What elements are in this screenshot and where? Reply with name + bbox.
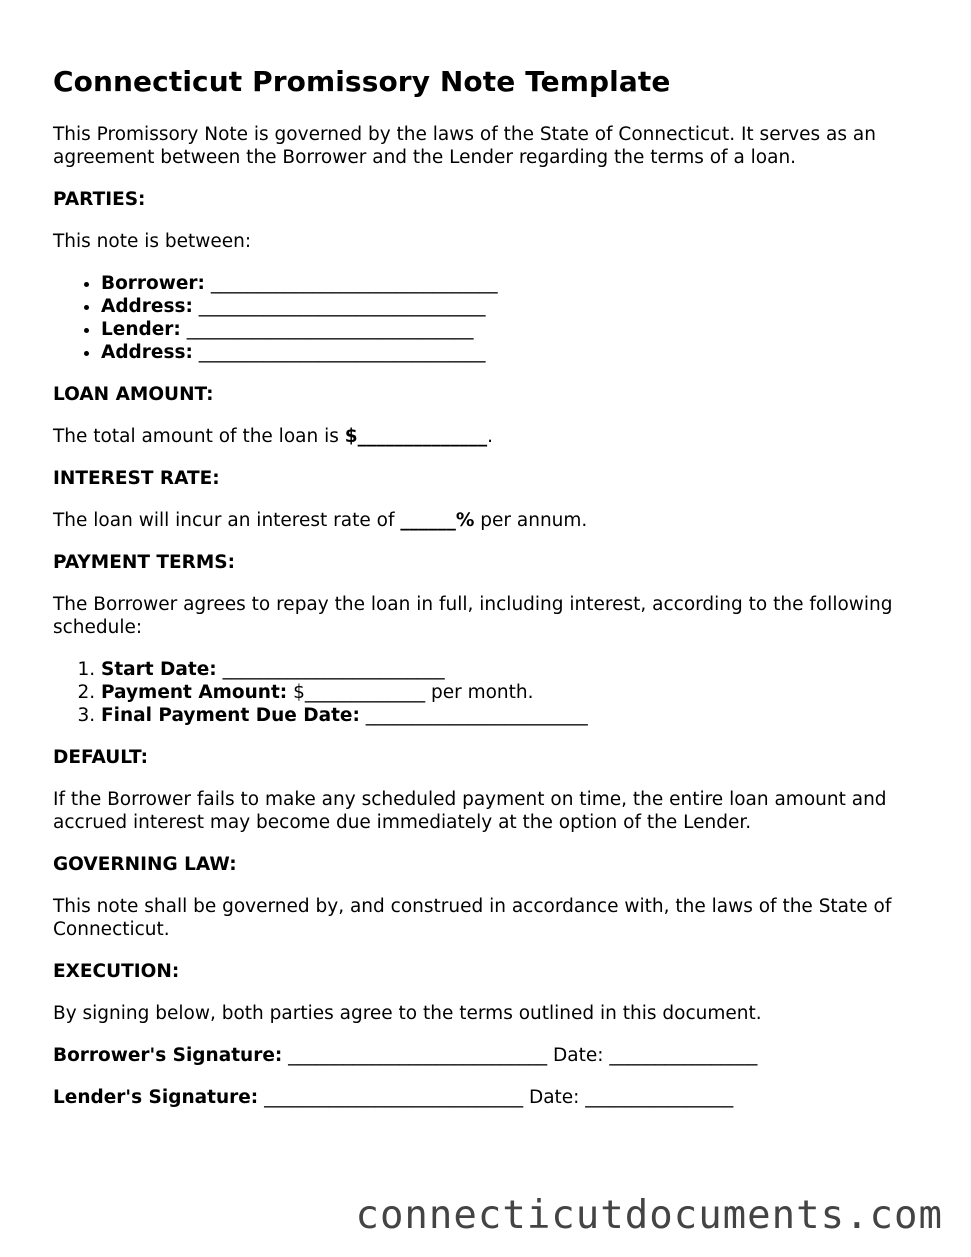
party-label: Borrower: xyxy=(101,273,205,294)
party-label: Lender: xyxy=(101,319,181,340)
borrower-signature-line xyxy=(53,1044,933,1067)
term-rest: ________________________ xyxy=(216,659,445,680)
list-item xyxy=(101,704,933,727)
loan-amount-prefix: The total amount of the loan is xyxy=(53,426,345,447)
parties-text: This note is between: xyxy=(53,231,252,252)
party-blank: _______________________________ xyxy=(192,342,486,363)
term-rest: ________________________ xyxy=(359,705,588,726)
borrower-signature-blank: ____________________________ Date: ________________ xyxy=(282,1045,758,1066)
loan-amount-suffix: . xyxy=(487,426,494,447)
governing-law-text: This note shall be governed by, and construed in accordance with, the laws of the State of Connecticut. xyxy=(53,896,892,940)
term-label: Start Date: xyxy=(101,659,217,680)
list-item xyxy=(101,681,933,704)
borrower-signature-label: Borrower's Signature: xyxy=(53,1045,283,1066)
document-page xyxy=(53,62,933,1109)
party-blank: _______________________________ xyxy=(192,296,486,317)
parties-list xyxy=(53,272,933,364)
loan-amount-heading: LOAN AMOUNT: xyxy=(53,384,214,405)
lender-signature-blank: ____________________________ Date: ________________ xyxy=(258,1087,734,1108)
governing-law-heading: GOVERNING LAW: xyxy=(53,854,237,875)
list-item xyxy=(101,295,933,318)
watermark: connecticutdocuments.com xyxy=(355,1193,943,1238)
list-item xyxy=(101,318,933,341)
interest-rate-value: ______% xyxy=(400,510,475,531)
party-blank: _______________________________ xyxy=(204,273,498,294)
payment-terms-heading: PAYMENT TERMS: xyxy=(53,552,236,573)
list-item xyxy=(101,658,933,681)
execution-text: By signing below, both parties agree to the terms outlined in this document. xyxy=(53,1003,762,1024)
lender-signature-label: Lender's Signature: xyxy=(53,1087,259,1108)
term-label: Final Payment Due Date: xyxy=(101,705,360,726)
loan-amount-text xyxy=(53,425,933,448)
interest-rate-text xyxy=(53,509,933,532)
party-label: Address: xyxy=(101,296,193,317)
default-heading: DEFAULT: xyxy=(53,747,149,768)
interest-rate-suffix: per annum. xyxy=(474,510,588,531)
lender-signature-line xyxy=(53,1086,933,1109)
payment-terms-text: The Borrower agrees to repay the loan in full, including interest, according to the following schedule: xyxy=(53,594,893,638)
interest-rate-heading: INTEREST RATE: xyxy=(53,468,220,489)
page-title: Connecticut Promissory Note Template xyxy=(53,65,671,98)
term-rest: $_____________ per month. xyxy=(287,682,534,703)
interest-rate-prefix: The loan will incur an interest rate of xyxy=(53,510,401,531)
party-blank: _______________________________ xyxy=(180,319,474,340)
payment-terms-list xyxy=(53,658,933,727)
list-item xyxy=(101,272,933,295)
term-label: Payment Amount: xyxy=(101,682,288,703)
loan-amount-value: $______________ xyxy=(344,426,488,447)
parties-heading: PARTIES: xyxy=(53,189,146,210)
intro-paragraph: This Promissory Note is governed by the laws of the State of Connecticut. It serves as an agreement between the Borrower and the Lender regarding the terms of a loan. xyxy=(53,124,876,168)
party-label: Address: xyxy=(101,342,193,363)
default-text: If the Borrower fails to make any scheduled payment on time, the entire loan amount and accrued interest may become due immediately at the option of the Lender. xyxy=(53,789,887,833)
list-item xyxy=(101,341,933,364)
execution-heading: EXECUTION: xyxy=(53,961,180,982)
